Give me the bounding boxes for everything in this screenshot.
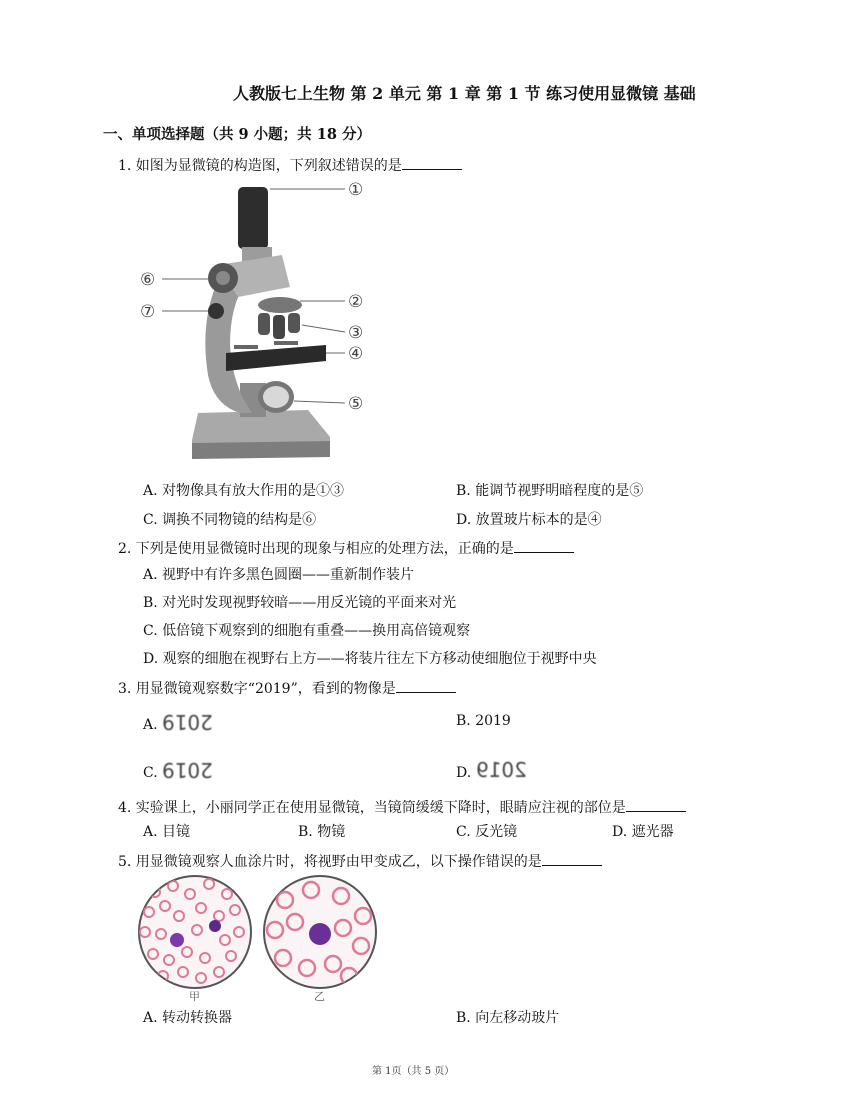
q5-option-a: A. 转动转换器 — [143, 1010, 233, 1026]
q3-option-c-image: 2019 — [162, 758, 214, 782]
microscope-figure — [130, 175, 380, 465]
q3-option-a-letter: A. — [143, 717, 158, 733]
q3-option-a-image: 2019 — [162, 710, 213, 734]
label-1: ① — [348, 180, 364, 200]
label-3: ③ — [348, 323, 364, 343]
q2-option-d: D. 观察的细胞在视野右上方——将装片往左下方移动使细胞位于视野中央 — [143, 651, 597, 667]
q3-option-c — [143, 758, 213, 782]
figure-label-jia: 甲 — [189, 990, 200, 1002]
q2-option-c: C. 低倍镜下观察到的细胞有重叠——换用高倍镜观察 — [143, 623, 471, 639]
q1-option-c: C. 调换不同物镜的结构是⑥ — [143, 512, 317, 528]
question-5-stem: 5. 用显微镜观察人血涂片时，将视野由甲变成乙，以下操作错误的是 — [118, 851, 602, 871]
answer-blank — [542, 852, 602, 866]
q2-option-a: A. 视野中有许多黑色圆圈——重新制作装片 — [143, 567, 415, 583]
q4-option-a: A. 目镜 — [143, 824, 191, 840]
answer-blank — [514, 539, 574, 553]
q5-option-b: B. 向左移动玻片 — [456, 1010, 560, 1026]
q1-option-d: D. 放置玻片标本的是④ — [456, 512, 602, 528]
section-heading: 一、单项选择题（共 9 小题；共 18 分） — [103, 126, 371, 143]
figure-label-yi: 乙 — [314, 990, 325, 1002]
page-title: 人教版七上生物 第 2 单元 第 1 章 第 1 节 练习使用显微镜 基础 — [233, 84, 696, 103]
q3-option-b: B. 2019 — [456, 713, 511, 729]
label-2: ② — [348, 292, 364, 312]
q3-option-d-image: 2019 — [475, 758, 527, 782]
label-4: ④ — [348, 344, 364, 364]
label-7: ⑦ — [140, 302, 156, 322]
q4-option-b: B. 物镜 — [298, 824, 346, 840]
question-3-stem: 3. 用显微镜观察数字“2019”，看到的物像是 — [118, 678, 456, 698]
q3-option-c-letter: C. — [143, 765, 158, 781]
q4-option-c: C. 反光镜 — [456, 824, 518, 840]
label-5: ⑤ — [348, 394, 364, 414]
question-2-stem: 2. 下列是使用显微镜时出现的现象与相应的处理方法，正确的是 — [118, 538, 574, 558]
q4-option-d: D. 遮光器 — [612, 824, 674, 840]
page-footer: 第 1页（共 5 页） — [372, 1066, 455, 1077]
q3-option-d — [456, 758, 527, 782]
question-1-stem: 1. 如图为显微镜的构造图，下列叙述错误的是 — [118, 155, 462, 175]
label-6: ⑥ — [140, 270, 156, 290]
q1-option-b: B. 能调节视野明暗程度的是⑤ — [456, 483, 644, 499]
answer-blank — [626, 798, 686, 812]
blood-smear-figure — [135, 872, 395, 1002]
answer-blank — [396, 679, 456, 693]
q2-option-b: B. 对光时发现视野较暗——用反光镜的平面来对光 — [143, 595, 457, 611]
q3-option-d-letter: D. — [456, 765, 472, 781]
question-4-stem: 4. 实验课上，小丽同学正在使用显微镜，当镜筒缓缓下降时，眼睛应注视的部位是 — [118, 797, 686, 817]
q1-option-a: A. 对物像具有放大作用的是①③ — [143, 483, 345, 499]
answer-blank — [402, 156, 462, 170]
q3-option-a — [143, 710, 213, 734]
